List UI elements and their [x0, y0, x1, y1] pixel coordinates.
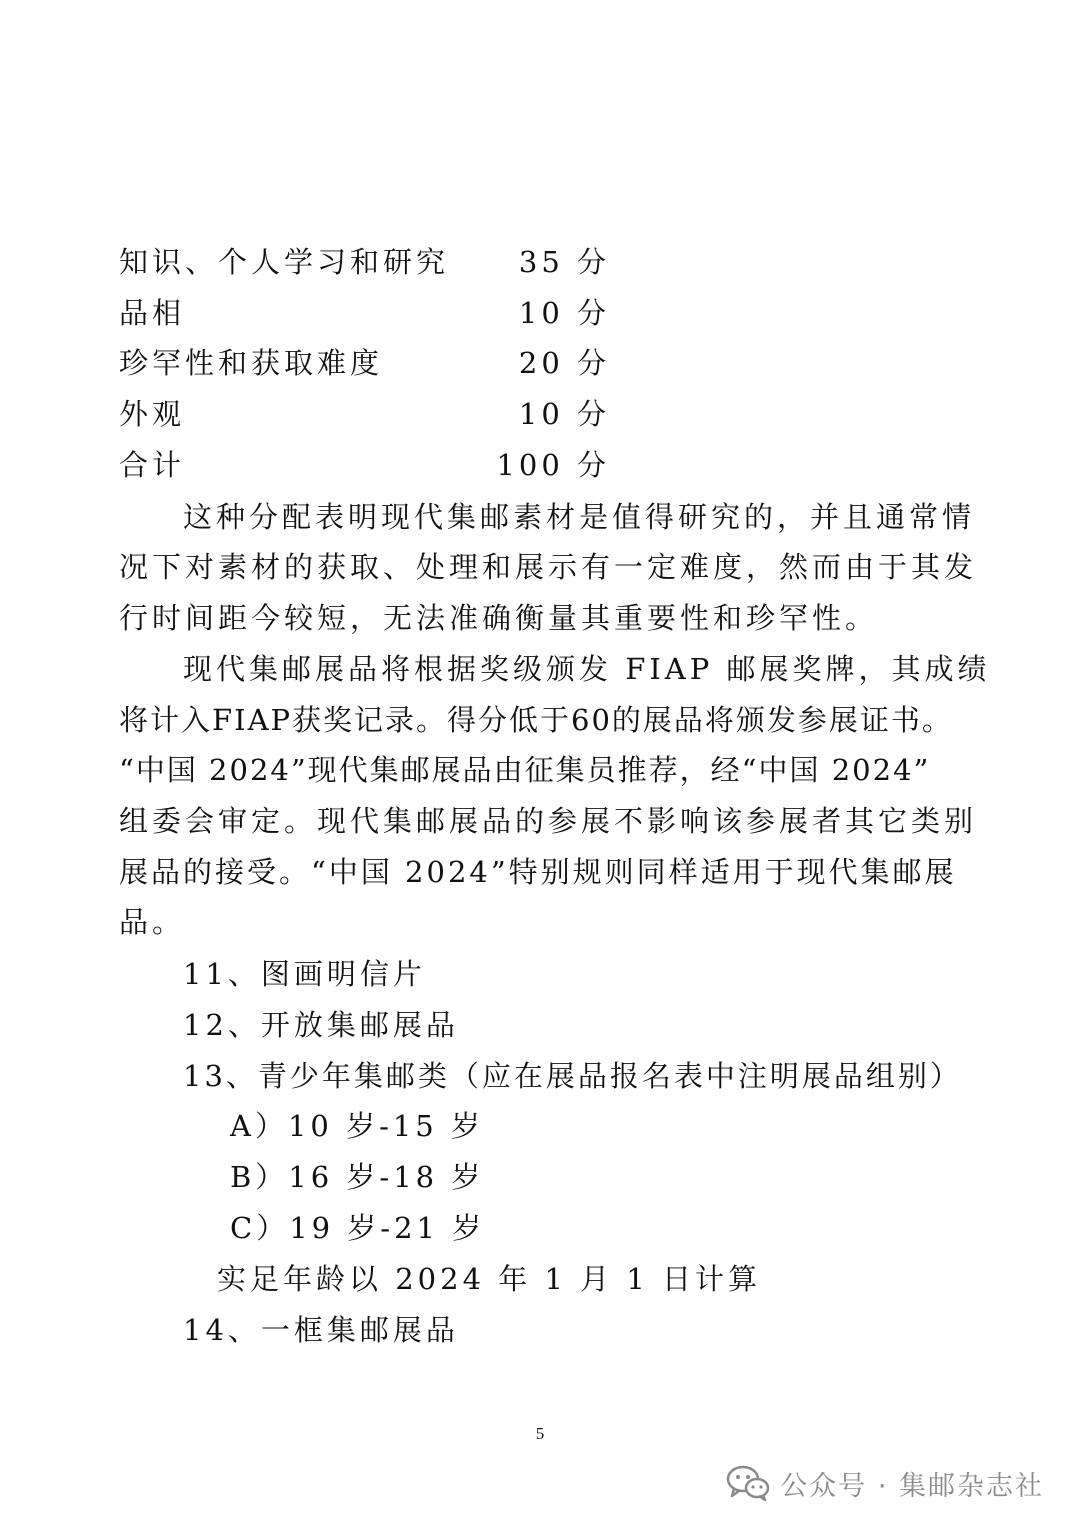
score-label: 珍罕性和获取难度	[119, 346, 384, 380]
score-value: 20 分	[518, 346, 610, 380]
paragraph-line: 将计入FIAP获奖记录。得分低于60的展品将颁发参展证书。	[119, 703, 953, 737]
score-value: 10 分	[518, 397, 610, 431]
age-group: A）10 岁-15 岁	[230, 1109, 484, 1143]
paragraph-line: “中国 2024”现代集邮展品由征集员推荐，经“中国 2024”	[119, 753, 931, 787]
paragraph-line: 这种分配表明现代集邮素材是值得研究的，并且通常情	[183, 500, 976, 534]
list-item: 13、青少年集邮类（应在展品报名表中注明展品组别）	[183, 1059, 962, 1093]
score-total-value: 100 分	[496, 448, 610, 482]
score-label: 外观	[119, 397, 186, 431]
score-total-label: 合计	[119, 448, 186, 482]
age-group: C）19 岁-21 岁	[230, 1211, 486, 1245]
wechat-icon	[726, 1465, 770, 1501]
list-item: 11、图画明信片	[183, 957, 426, 991]
list-item: 12、开放集邮展品	[183, 1008, 459, 1042]
paragraph-line: 况下对素材的获取、处理和展示有一定难度，然而由于其发	[119, 550, 978, 584]
score-label: 知识、个人学习和研究	[119, 245, 450, 279]
watermark-text: 公众号 · 集邮杂志社	[780, 1470, 1044, 1502]
list-item: 14、一框集邮展品	[183, 1313, 459, 1347]
watermark	[726, 1463, 1044, 1503]
score-label: 品相	[119, 296, 186, 330]
page-number: 5	[535, 1424, 545, 1443]
paragraph-line: 展品的接受。“中国 2024”特别规则同样适用于现代集邮展	[119, 855, 957, 889]
score-value: 10 分	[518, 296, 610, 330]
paragraph-line: 行时间距今较短，无法准确衡量其重要性和珍罕性。	[119, 601, 879, 635]
paragraph-line: 品。	[119, 905, 186, 939]
age-note: 实足年龄以 2024 年 1 月 1 日计算	[217, 1262, 762, 1296]
paragraph-line: 组委会审定。现代集邮展品的参展不影响该参展者其它类别	[119, 804, 978, 838]
score-value: 35 分	[518, 245, 610, 279]
paragraph-line: 现代集邮展品将根据奖级颁发 FIAP 邮展奖牌，其成绩	[183, 652, 991, 686]
age-group: B）16 岁-18 岁	[230, 1160, 485, 1194]
